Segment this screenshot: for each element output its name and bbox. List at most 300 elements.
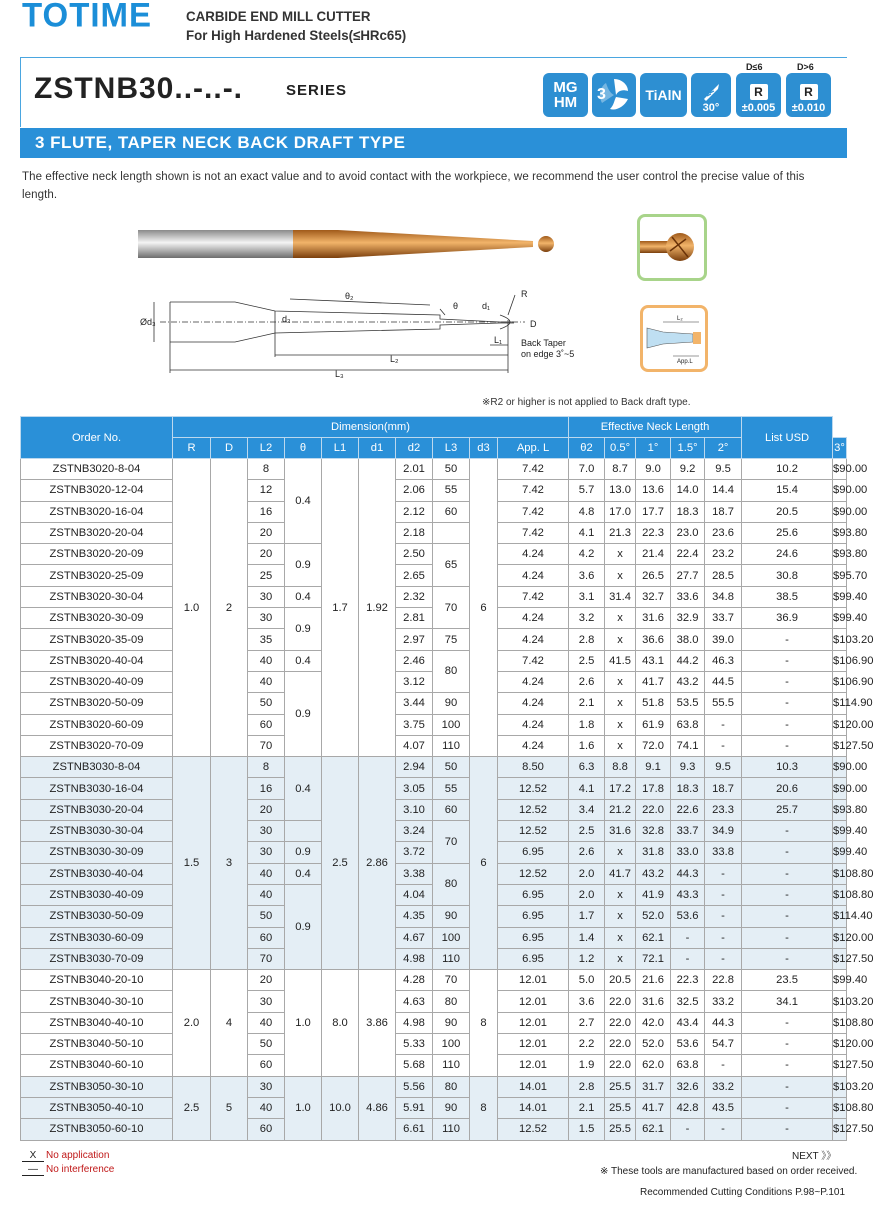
neck-3deg-cell: - — [742, 629, 833, 650]
neck-2deg-cell: 22.8 — [705, 970, 742, 991]
neck-15deg-cell: 43.4 — [671, 1012, 705, 1033]
order-number-cell: ZSTNB3030-16-04 — [21, 778, 173, 799]
order-number-cell: ZSTNB3020-12-04 — [21, 480, 173, 501]
neck-2deg-cell: 44.5 — [705, 671, 742, 692]
neck-05deg-cell: x — [605, 629, 636, 650]
l2-cell: 8 — [248, 757, 285, 778]
back-taper-label: Back Taper — [521, 338, 566, 348]
radius-tolerance-small-icon — [736, 73, 781, 117]
theta2-cell: 4.1 — [569, 522, 605, 543]
neck-05deg-cell: x — [605, 608, 636, 629]
table-row — [21, 1034, 847, 1055]
neck-1deg-cell: 26.5 — [636, 565, 671, 586]
l3-cell: 90 — [433, 1097, 470, 1118]
price-cell: $93.80 — [833, 799, 847, 820]
neck-05deg-cell: x — [605, 927, 636, 948]
theta2-cell: 1.5 — [569, 1119, 605, 1140]
price-cell: $120.00 — [833, 1034, 847, 1055]
l3-cell: 110 — [433, 1119, 470, 1140]
subheader-col: θ2 — [569, 438, 605, 459]
price-cell: $108.80 — [833, 863, 847, 884]
l2-cell: 40 — [248, 1097, 285, 1118]
price-cell: $114.40 — [833, 906, 847, 927]
app-l-cell: 4.24 — [498, 693, 569, 714]
subheader-col: d3 — [470, 438, 498, 459]
app-l-cell: 4.24 — [498, 544, 569, 565]
neck-05deg-cell: 8.8 — [605, 757, 636, 778]
neck-05deg-cell: x — [605, 693, 636, 714]
flute-count: 3 — [597, 86, 606, 103]
neck-05deg-cell: 22.0 — [605, 991, 636, 1012]
neck-1deg-cell: 31.8 — [636, 842, 671, 863]
neck-05deg-cell: x — [605, 948, 636, 969]
price-cell: $90.00 — [833, 757, 847, 778]
neck-1deg-cell: 17.8 — [636, 778, 671, 799]
theta2-cell: 6.3 — [569, 757, 605, 778]
neck-15deg-cell: 18.3 — [671, 778, 705, 799]
order-number-cell: ZSTNB3020-16-04 — [21, 501, 173, 522]
theta2-cell: 2.2 — [569, 1034, 605, 1055]
price-cell: $108.80 — [833, 884, 847, 905]
subheader-col: D — [211, 438, 248, 459]
neck-3deg-cell: - — [742, 842, 833, 863]
neck-1deg-cell: 32.8 — [636, 821, 671, 842]
neck-15deg-cell: 33.0 — [671, 842, 705, 863]
l2-cell: 40 — [248, 884, 285, 905]
price-cell: $120.00 — [833, 927, 847, 948]
l2-cell: 40 — [248, 671, 285, 692]
theta2-cell: 7.0 — [569, 459, 605, 480]
l2-cell: 40 — [248, 863, 285, 884]
diameter-cell: 4 — [211, 970, 248, 1076]
header-line-2: For High Hardened Steels(≤HRc65) — [186, 27, 407, 43]
price-cell: $106.90 — [833, 650, 847, 671]
theta2-cell: 1.9 — [569, 1055, 605, 1076]
neck-3deg-cell: - — [742, 1012, 833, 1033]
neck-3deg-cell: 34.1 — [742, 991, 833, 1012]
neck-3deg-cell: 38.5 — [742, 586, 833, 607]
helix-angle-label: 30° — [702, 102, 720, 114]
theta-cell: 0.4 — [285, 459, 322, 544]
back-taper-range: on edge 3˚~5 — [521, 349, 575, 359]
neck-15deg-cell: 33.7 — [671, 821, 705, 842]
r2-note: ※R2 or higher is not applied to Back draft type. — [482, 397, 691, 408]
theta2-cell: 4.1 — [569, 778, 605, 799]
price-cell: $127.50 — [833, 1055, 847, 1076]
d2-cell: 4.28 — [396, 970, 433, 991]
type-banner: 3 FLUTE, TAPER NECK BACK DRAFT TYPE — [20, 128, 847, 158]
neck-2deg-cell: - — [705, 927, 742, 948]
theta2-cell: 2.5 — [569, 650, 605, 671]
price-cell: $93.80 — [833, 544, 847, 565]
price-cell: $127.50 — [833, 948, 847, 969]
app-l-cell: 6.95 — [498, 884, 569, 905]
price-cell: $90.00 — [833, 459, 847, 480]
theta-cell: 0.9 — [285, 842, 322, 863]
l2-cell: 70 — [248, 735, 285, 756]
subheader-col: θ — [285, 438, 322, 459]
app-l-cell: 4.24 — [498, 629, 569, 650]
table-row — [21, 501, 847, 522]
theta2-cell: 5.0 — [569, 970, 605, 991]
neck-05deg-cell: 25.5 — [605, 1119, 636, 1140]
theta2-cell: 3.2 — [569, 608, 605, 629]
neck-15deg-cell: 23.0 — [671, 522, 705, 543]
neck-1deg-cell: 22.3 — [636, 522, 671, 543]
neck-1deg-cell: 21.4 — [636, 544, 671, 565]
l3-cell: 100 — [433, 927, 470, 948]
neck-1deg-cell: 62.1 — [636, 1119, 671, 1140]
d2-cell: 3.44 — [396, 693, 433, 714]
neck-2deg-cell: 44.3 — [705, 1012, 742, 1033]
neck-05deg-cell: 22.0 — [605, 1055, 636, 1076]
theta2-cell: 2.8 — [569, 629, 605, 650]
radius-cell: 2.5 — [173, 1076, 211, 1140]
table-row — [21, 927, 847, 948]
neck-3deg-cell: - — [742, 821, 833, 842]
l3-cell: 110 — [433, 735, 470, 756]
r-large-tolerance: ±0.010 — [791, 102, 826, 114]
neck-3deg-cell: - — [742, 671, 833, 692]
neck-15deg-cell: 53.5 — [671, 693, 705, 714]
neck-15deg-cell: 14.0 — [671, 480, 705, 501]
neck-3deg-cell: - — [742, 927, 833, 948]
price-cell: $108.80 — [833, 1097, 847, 1118]
app-l-cell: 4.24 — [498, 608, 569, 629]
neck-05deg-cell: 31.4 — [605, 586, 636, 607]
app-l-cell: 14.01 — [498, 1097, 569, 1118]
table-row — [21, 693, 847, 714]
theta2-cell: 3.6 — [569, 565, 605, 586]
d3-cell: 6 — [470, 757, 498, 970]
table-row — [21, 821, 847, 842]
radius-cell: 2.0 — [173, 970, 211, 1076]
theta2-cell: 2.8 — [569, 1076, 605, 1097]
order-number-cell: ZSTNB3020-60-09 — [21, 714, 173, 735]
table-row — [21, 799, 847, 820]
d2-cell: 3.38 — [396, 863, 433, 884]
neck-1deg-cell: 61.9 — [636, 714, 671, 735]
l3-cell: 100 — [433, 714, 470, 735]
neck-3deg-cell: - — [742, 714, 833, 735]
theta2-cell: 2.7 — [569, 1012, 605, 1033]
neck-3deg-cell: - — [742, 906, 833, 927]
neck-3deg-cell: 25.7 — [742, 799, 833, 820]
l2-cell: 60 — [248, 1119, 285, 1140]
order-number-cell: ZSTNB3020-35-09 — [21, 629, 173, 650]
l2-cell: 20 — [248, 544, 285, 565]
l2-cell: 50 — [248, 906, 285, 927]
neck-3deg-cell: - — [742, 693, 833, 714]
next-page-link[interactable]: NEXT 》》 — [792, 1151, 837, 1162]
d2-cell: 4.04 — [396, 884, 433, 905]
d2-cell: 2.97 — [396, 629, 433, 650]
helix-angle-icon — [691, 73, 731, 117]
theta-cell: 0.9 — [285, 608, 322, 651]
neck-15deg-cell: 18.3 — [671, 501, 705, 522]
dimension-drawing — [140, 285, 610, 380]
app-l-cell: 12.01 — [498, 1012, 569, 1033]
d3-label: Ød₃ — [140, 317, 156, 327]
neck-05deg-cell: 13.0 — [605, 480, 636, 501]
l1-cell: 2.5 — [322, 757, 359, 970]
price-cell: $99.40 — [833, 842, 847, 863]
neck-2deg-cell: 33.2 — [705, 1076, 742, 1097]
neck-1deg-cell: 9.0 — [636, 459, 671, 480]
order-number-cell: ZSTNB3020-70-09 — [21, 735, 173, 756]
neck-05deg-cell: 41.5 — [605, 650, 636, 671]
app-l-cell: 7.42 — [498, 586, 569, 607]
l3-cell: 50 — [433, 757, 470, 778]
neck-05deg-cell: x — [605, 735, 636, 756]
neck-1deg-cell: 43.1 — [636, 650, 671, 671]
neck-2deg-cell: 43.5 — [705, 1097, 742, 1118]
d2-cell: 3.24 — [396, 821, 433, 842]
order-number-cell: ZSTNB3040-40-10 — [21, 1012, 173, 1033]
d2-cell: 6.61 — [396, 1119, 433, 1140]
neck-15deg-cell: 63.8 — [671, 714, 705, 735]
subheader-col: 1° — [636, 438, 671, 459]
l2-cell: 30 — [248, 608, 285, 629]
table-row — [21, 522, 847, 543]
neck-2deg-cell: 14.4 — [705, 480, 742, 501]
l3-label: L₃ — [335, 369, 344, 379]
neck-2deg-cell: - — [705, 948, 742, 969]
r-large-box: R — [800, 84, 818, 100]
neck-2deg-cell: 46.3 — [705, 650, 742, 671]
l3-cell: 50 — [433, 459, 470, 480]
neck-2deg-cell: - — [705, 906, 742, 927]
app-l-cell: 12.52 — [498, 778, 569, 799]
d1-cell: 4.86 — [359, 1076, 396, 1140]
d2-cell: 4.35 — [396, 906, 433, 927]
series-title: ZSTNB30..-..-. — [34, 72, 244, 105]
neck-05deg-cell: x — [605, 842, 636, 863]
hm-label: HM — [553, 94, 578, 111]
l2-cell: 30 — [248, 991, 285, 1012]
l3-cell: 110 — [433, 948, 470, 969]
d2-cell: 3.12 — [396, 671, 433, 692]
neck-15deg-cell: - — [671, 948, 705, 969]
neck-2deg-cell: 9.5 — [705, 757, 742, 778]
neck-2deg-cell: 33.8 — [705, 842, 742, 863]
app-l-cell: 6.95 — [498, 948, 569, 969]
theta-cell: 1.0 — [285, 970, 322, 1076]
l3-cell: 90 — [433, 906, 470, 927]
order-number-cell: ZSTNB3040-30-10 — [21, 991, 173, 1012]
app-l-cell: 12.52 — [498, 863, 569, 884]
app-l-cell: 4.24 — [498, 714, 569, 735]
neck-1deg-cell: 41.9 — [636, 884, 671, 905]
neck-15deg-cell: 42.8 — [671, 1097, 705, 1118]
app-l-cell: 6.95 — [498, 906, 569, 927]
neck-3deg-cell: - — [742, 1097, 833, 1118]
neck-1deg-cell: 52.0 — [636, 1034, 671, 1055]
price-cell: $99.40 — [833, 970, 847, 991]
neck-1deg-cell: 31.6 — [636, 608, 671, 629]
diameter-cell: 3 — [211, 757, 248, 970]
l2-cell: 20 — [248, 970, 285, 991]
legend-dash-mark: — — [22, 1164, 44, 1176]
app-l-cell: 12.52 — [498, 821, 569, 842]
neck-1deg-cell: 32.7 — [636, 586, 671, 607]
theta2-cell: 2.0 — [569, 863, 605, 884]
table-row — [21, 1076, 847, 1097]
l1-cell: 1.7 — [322, 459, 359, 757]
legend-dash-text: No interference — [46, 1164, 115, 1175]
theta2-cell: 1.7 — [569, 906, 605, 927]
brand-logo: TOTIME — [22, 0, 153, 34]
tip-zoom-inset — [637, 214, 707, 281]
neck-05deg-cell: 22.0 — [605, 1034, 636, 1055]
neck-3deg-cell: 20.5 — [742, 501, 833, 522]
l2-cell: 40 — [248, 650, 285, 671]
neck-15deg-cell: 74.1 — [671, 735, 705, 756]
neck-1deg-cell: 52.0 — [636, 906, 671, 927]
theta-label: θ — [453, 301, 459, 311]
d2-cell: 3.10 — [396, 799, 433, 820]
neck-15deg-cell: 22.6 — [671, 799, 705, 820]
neck-1deg-cell: 31.6 — [636, 991, 671, 1012]
neck-3deg-cell: - — [742, 948, 833, 969]
neck-05deg-cell: x — [605, 906, 636, 927]
order-number-cell: ZSTNB3040-20-10 — [21, 970, 173, 991]
order-number-cell: ZSTNB3020-40-09 — [21, 671, 173, 692]
l3-cell: 100 — [433, 1034, 470, 1055]
order-number-cell: ZSTNB3020-30-04 — [21, 586, 173, 607]
theta2-cell: 2.6 — [569, 671, 605, 692]
neck-2deg-cell: 34.8 — [705, 586, 742, 607]
table-row — [21, 714, 847, 735]
table-row — [21, 586, 847, 607]
neck-2deg-cell: - — [705, 1055, 742, 1076]
neck-15deg-cell: 32.9 — [671, 608, 705, 629]
theta2-cell: 1.4 — [569, 927, 605, 948]
order-number-cell: ZSTNB3040-60-10 — [21, 1055, 173, 1076]
table-row — [21, 1119, 847, 1140]
l2-cell: 50 — [248, 1034, 285, 1055]
l3-cell: 75 — [433, 629, 470, 650]
table-row — [21, 757, 847, 778]
order-number-cell: ZSTNB3050-60-10 — [21, 1119, 173, 1140]
table-row — [21, 629, 847, 650]
r-label: R — [521, 289, 528, 299]
neck-1deg-cell: 36.6 — [636, 629, 671, 650]
neck-1deg-cell: 21.6 — [636, 970, 671, 991]
l2-cell: 60 — [248, 714, 285, 735]
theta-cell: 0.9 — [285, 671, 322, 756]
l1-label: L₁ — [494, 335, 503, 345]
neck-2deg-cell: 33.2 — [705, 991, 742, 1012]
app-l-cell: 4.24 — [498, 735, 569, 756]
neck-2deg-cell: 55.5 — [705, 693, 742, 714]
l3-cell: 80 — [433, 1076, 470, 1097]
specification-table — [20, 416, 874, 1141]
order-number-cell: ZSTNB3020-40-04 — [21, 650, 173, 671]
neck-05deg-cell: x — [605, 884, 636, 905]
order-number-cell: ZSTNB3020-30-09 — [21, 608, 173, 629]
table-row — [21, 1012, 847, 1033]
neck-3deg-cell: - — [742, 735, 833, 756]
table-row — [21, 480, 847, 501]
d2-cell: 2.12 — [396, 501, 433, 522]
neck-2deg-cell: 54.7 — [705, 1034, 742, 1055]
price-cell: $99.40 — [833, 608, 847, 629]
l2-cell: 25 — [248, 565, 285, 586]
order-number-cell: ZSTNB3030-50-09 — [21, 906, 173, 927]
mg-label: MG — [553, 79, 578, 96]
neck-2deg-cell: - — [705, 714, 742, 735]
l3-cell: 70 — [433, 586, 470, 629]
order-note: ※ These tools are manufactured based on order received. — [600, 1166, 858, 1177]
d1-label: d₁ — [482, 301, 491, 311]
d2-cell: 4.07 — [396, 735, 433, 756]
d2-cell: 2.01 — [396, 459, 433, 480]
header-line-1: CARBIDE END MILL CUTTER — [186, 8, 371, 24]
theta-cell: 0.9 — [285, 884, 322, 969]
price-cell: $120.00 — [833, 714, 847, 735]
neck-1deg-cell: 72.0 — [636, 735, 671, 756]
neck-15deg-cell: 63.8 — [671, 1055, 705, 1076]
applied-length-inset — [640, 305, 708, 372]
inset-l-label: L₂ — [677, 316, 683, 322]
app-l-cell: 6.95 — [498, 927, 569, 948]
l2-cell: 60 — [248, 927, 285, 948]
d1-cell: 2.86 — [359, 757, 396, 970]
l3-cell: 60 — [433, 799, 470, 820]
description-text: The effective neck length shown is not an exact value and to avoid contact with the workpiece, we recommend the user control the precise value of this length. — [22, 171, 805, 201]
d2-cell: 2.18 — [396, 522, 433, 543]
neck-15deg-cell: 22.3 — [671, 970, 705, 991]
table-row — [21, 906, 847, 927]
neck-3deg-cell: - — [742, 1076, 833, 1097]
neck-1deg-cell: 17.7 — [636, 501, 671, 522]
price-cell: $99.40 — [833, 821, 847, 842]
neck-15deg-cell: 44.3 — [671, 863, 705, 884]
price-cell: $90.00 — [833, 778, 847, 799]
price-cell: $127.50 — [833, 1119, 847, 1140]
subheader-col: 1.5° — [671, 438, 705, 459]
subheader-col: 2° — [705, 438, 742, 459]
table-row — [21, 735, 847, 756]
subheader-col: L2 — [248, 438, 285, 459]
d2-cell: 2.81 — [396, 608, 433, 629]
neck-2deg-cell: - — [705, 735, 742, 756]
l1-cell: 8.0 — [322, 970, 359, 1076]
theta2-cell: 1.8 — [569, 714, 605, 735]
neck-15deg-cell: 32.6 — [671, 1076, 705, 1097]
theta2-cell: 2.0 — [569, 884, 605, 905]
subheader-col: L1 — [322, 438, 359, 459]
d2-label: d₂ — [282, 314, 291, 324]
table-row — [21, 970, 847, 991]
order-number-cell: ZSTNB3050-30-10 — [21, 1076, 173, 1097]
theta2-label: θ₂ — [345, 291, 354, 301]
neck-05deg-cell: x — [605, 714, 636, 735]
helix-drill-icon — [701, 82, 721, 102]
price-cell: $90.00 — [833, 501, 847, 522]
l2-cell: 70 — [248, 948, 285, 969]
price-cell: $106.90 — [833, 671, 847, 692]
l2-cell: 50 — [248, 693, 285, 714]
neck-15deg-cell: 9.2 — [671, 459, 705, 480]
l1-cell: 10.0 — [322, 1076, 359, 1140]
neck-1deg-cell: 62.1 — [636, 927, 671, 948]
l3-cell: 70 — [433, 970, 470, 991]
app-l-cell: 8.50 — [498, 757, 569, 778]
neck-3deg-cell: 20.6 — [742, 778, 833, 799]
app-l-cell: 4.24 — [498, 565, 569, 586]
